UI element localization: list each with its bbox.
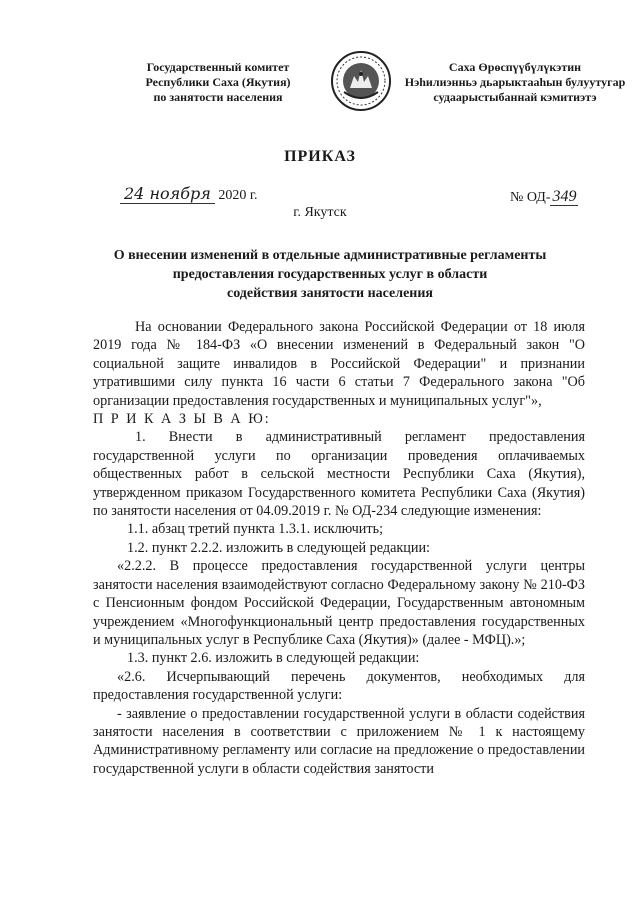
order-date [120,184,257,204]
header-left-line: Государственный комитет [146,60,290,74]
paragraph-quote-2-6: «2.6. Исчерпывающий перечень документов, необходимых для предоставления государственной услуги: [93,668,585,704]
coat-of-arms-icon [330,50,392,112]
paragraph-item-1: 1. Внести в административный регламент предоставления государственной услуги по организации проведения оплачиваемых общественных работ в сельской местности Республики Саха (Якутия), утвержденном приказом Государственного комитета Республики Саха (Якутия) по занятости населения от 04.09.2019 г. № ОД-234 следующие изменения: [93,429,585,520]
order-directive: П Р И К А З Ы В А Ю: [93,411,271,428]
order-subject [80,246,580,303]
paragraph-item-1-1: 1.1. абзац третий пункта 1.3.1. исключить; [127,521,384,538]
header-left-org [118,60,318,105]
paragraph-basis: На основании Федерального закона Российской Федерации от 18 июля 2019 года № 184-ФЗ «О внесении изменений в Федеральный закон "О социальной защите инвалидов в Российской Федерации" и признании утратившими силу пункта 16 части 6 статьи 7 Федерального закона "Об организации предоставления государственных и муниципальных услуг"», [93,319,585,409]
date-year: 2020 г. [218,188,258,203]
header-right-line: Нэһилиэнньэ дьарыктааһын булуутугар [404,75,626,89]
header-left-line: Республики Саха (Якутия) [145,75,291,89]
paragraph-item-1-2: 1.2. пункт 2.2.2. изложить в следующей редакции: [127,539,430,556]
order-number-prefix: № ОД- [510,190,551,205]
city: г. Якутск [293,205,347,220]
handwritten-number: 349 [552,188,577,205]
order-number [510,188,578,206]
paragraph-item-1-3: 1.3. пункт 2.6. изложить в следующей редакции: [127,650,420,667]
handwritten-date: 24 ноября [120,184,215,204]
subject-line: О внесении изменений в отдельные административные регламенты [113,248,547,263]
header-right-line: Саха Өрөспүүбүлүкэтин [448,60,582,74]
document-title: ПРИКАЗ [284,148,356,165]
header-right-org [390,60,640,105]
header-left-line: по занятости населения [153,90,283,104]
header-right-line: судаарыстыбаннай кэмитиэтэ [433,90,597,104]
subject-line: предоставления государственных услуг в области [172,267,488,282]
paragraph-quote-2-2-2: «2.2.2. В процессе предоставления государственной услуги центры занятости населения взаимодействуют согласно Федеральному закону № 210-ФЗ с Пенсионным фондом Российской Федерации, Государственным автономным учреждением «Многофункциональный центр предоставления государственных и муниципальных услуг в Республике Саха (Якутия)» (далее - МФЦ).»; [93,558,585,648]
paragraph-list-item: - заявление о предоставлении государственной услуги в области содействия занятости населения в соответствии с приложением № 1 к настоящему Административному регламенту или согласие на предложение о предоставлении государственной услуги в области содействия занятости [93,705,585,777]
document-body [93,318,585,778]
subject-line: содействия занятости населения [226,286,434,301]
